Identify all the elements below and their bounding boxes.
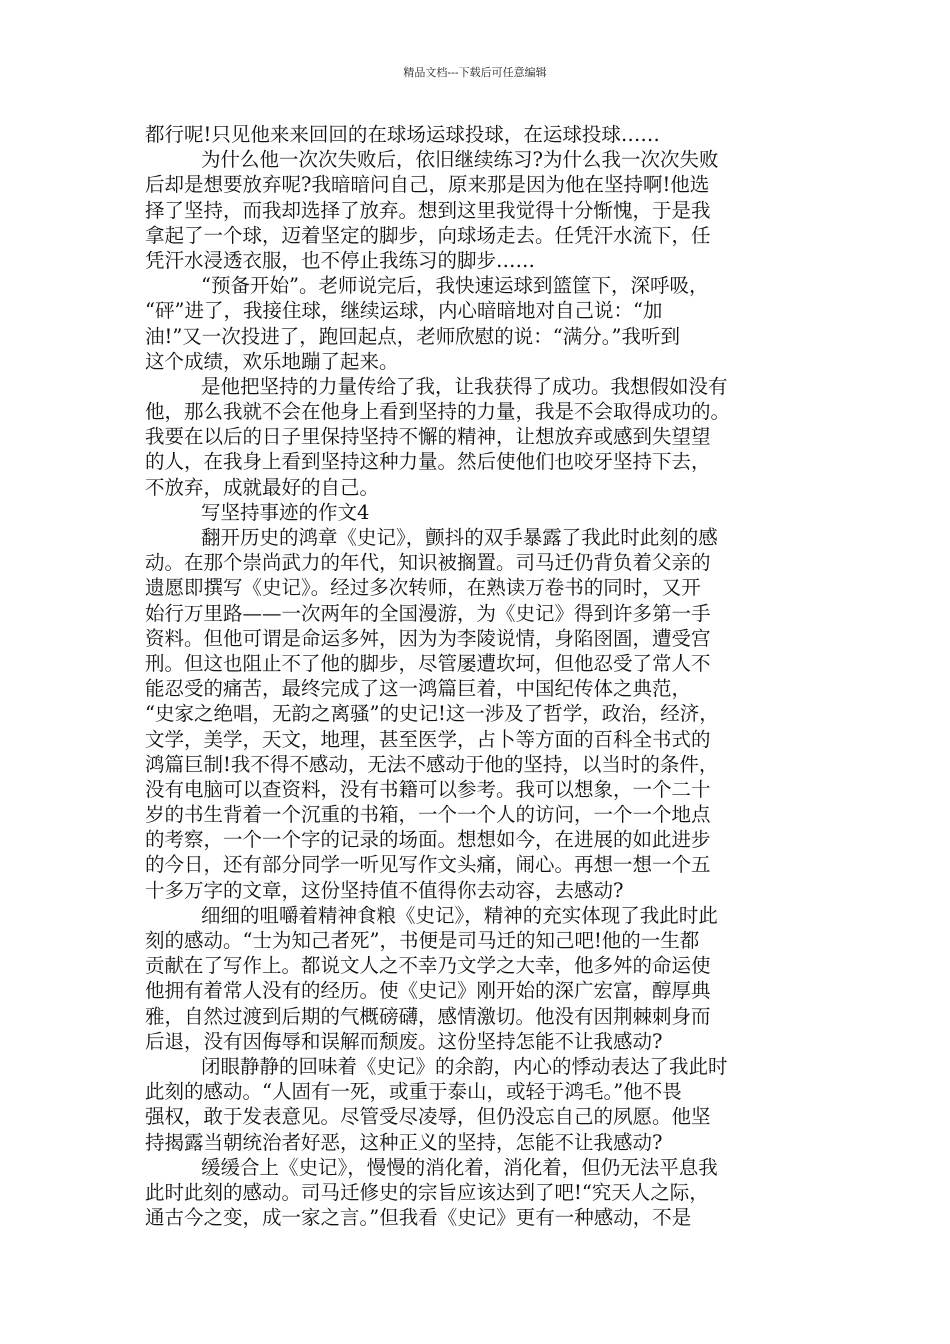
text-line: 鸿篇巨制!我不得不感动，无法不感动于他的坚持，以当时的条件， [145,752,719,776]
text-line: 动。在那个崇尚武力的年代，知识被搁置。司马迁仍背负着父亲的 [145,551,711,575]
text-line: 此刻的感动。“人固有一死，或重于泰山，或轻于鸿毛。”他不畏 [145,1080,682,1104]
text-line: 后却是想要放弃呢?我暗暗问自己，原来那是因为他在坚持啊!他选 [145,173,710,197]
text-line: 后退，没有因侮辱和误解而颓废。这份坚持怎能不让我感动? [145,1029,663,1053]
paragraph-first-line: 是他把坚持的力量传给了我，让我获得了成功。我想假如没有 [201,374,728,398]
text-line: 不放弃，成就最好的自己。 [145,475,380,499]
text-line: 资料。但他可谓是命运多舛，因为为李陵说情，身陷囹圄，遭受宫 [145,626,711,650]
text-line: 没有电脑可以查资料，没有书籍可以参考。我可以想象，一个二十 [145,777,711,801]
text-line: 强权，敢于发表意见。尽管受尽凌辱，但仍没忘自己的夙愿。他坚 [145,1105,711,1129]
text-line: 他，那么我就不会在他身上看到坚持的力量，我是不会取得成功的。 [145,400,731,424]
text-line: 能忍受的痛苦，最终完成了这一鸿篇巨着，中国纪传体之典范， [145,677,692,701]
text-line: 十多万字的文章，这份坚持值不值得你去动容，去感动? [145,878,624,902]
text-line: 此时此刻的感动。司马迁修史的宗旨应该达到了吧!“究天人之际， [145,1180,709,1204]
text-line: 凭汗水浸透衣服，也不停止我练习的脚步…… [145,248,536,272]
paragraph-first-line: 写坚持事迹的作文4 [201,500,370,524]
text-line: 贡献在了写作上。都说文人之不幸乃文学之大幸，他多舛的命运使 [145,954,711,978]
text-line: 择了坚持，而我却选择了放弃。想到这里我觉得十分惭愧，于是我 [145,198,711,222]
text-line: 通古今之变，成一家之言。”但我看《史记》更有一种感动，不是 [145,1206,692,1230]
text-line: 都行呢!只见他来来回回的在球场运球投球，在运球投球…… [145,123,660,146]
paragraph-first-line: 翻开历史的鸿章《史记》，颤抖的双手暴露了我此时此刻的感 [201,526,718,549]
text-line: 油!”又一次投进了，跑回起点，老师欣慰的说：“满分。”我听到 [145,324,680,348]
text-line: “砰”进了，我接住球，继续运球，内心暗暗地对自己说：“加 [145,299,663,323]
text-line: 刑。但这也阻止不了他的脚步，尽管屡遭坎坷，但他忍受了常人不 [145,651,711,675]
text-line: 的今日，还有部分同学一听见写作文头痛，闹心。再想一想一个五 [145,853,711,877]
text-line: 雅，自然过渡到后期的气概磅礴，感情激切。他没有因荆棘刺身而 [145,1004,711,1028]
text-line: 我要在以后的日子里保持坚持不懈的精神，让想放弃或感到失望望 [145,425,711,449]
text-line: 的考察，一个一个字的记录的场面。想想如今，在进展的如此进步 [145,828,711,852]
text-line: 持揭露当朝统治者好恶，这种正义的坚持，怎能不让我感动? [145,1130,663,1154]
text-line: 岁的书生背着一个沉重的书箱，一个一个人的访问，一个一个地点 [145,803,711,827]
text-line: 文学，美学，天文，地理，甚至医学，占卜等方面的百科全书式的 [145,727,711,751]
text-line: 拿起了一个球，迈着坚定的脚步，向球场走去。任凭汗水流下，任 [145,223,711,247]
document-body [145,122,810,1230]
text-line: 这个成绩，欢乐地蹦了起来。 [145,349,399,373]
paragraph-first-line: 为什么他一次次失败后，依旧继续练习?为什么我一次次失败 [201,148,719,172]
text-line: 刻的感动。“士为知己者死”，书便是司马迁的知己吧!他的一生都 [145,929,700,952]
text-line: 的人，在我身上看到坚持这种力量。然后使他们也咬牙坚持下去， [145,450,711,474]
paragraph-first-line: “预备开始”。老师说完后，我快速运球到篮筐下，深呼吸， [201,274,709,298]
page-header: 精品文档---下载后可任意编辑 [403,66,547,79]
text-line: 始行万里路——一次两年的全国漫游，为《史记》得到许多第一手 [145,601,711,625]
text-line: 遗愿即撰写《史记》。经过多次转师，在熟读万卷书的同时，又开 [145,576,701,600]
text-line: “史家之绝唱，无韵之离骚”的史记!这一涉及了哲学，政治，经济， [145,702,719,726]
paragraph-first-line: 缓缓合上《史记》，慢慢的消化着，消化着，但仍无法平息我 [201,1155,718,1179]
paragraph-first-line: 细细的咀嚼着精神食粮《史记》，精神的充实体现了我此时此 [201,903,718,927]
paragraph-first-line: 闭眼静静的回味着《史记》的余韵，内心的悸动表达了我此时 [201,1054,728,1078]
text-line: 他拥有着常人没有的经历。使《史记》刚开始的深广宏富，醇厚典 [145,979,711,1003]
